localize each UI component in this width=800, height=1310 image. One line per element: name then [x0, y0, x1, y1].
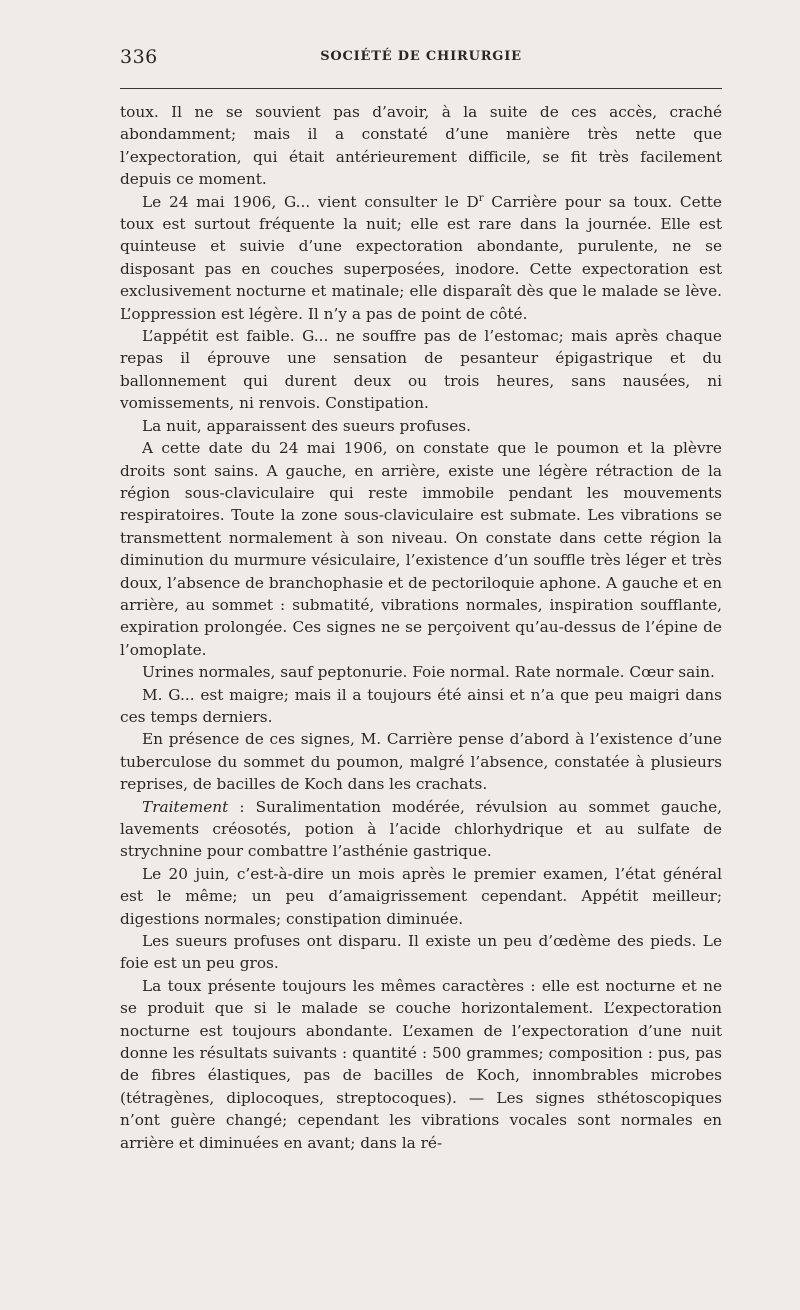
- superscript: r: [478, 192, 484, 204]
- paragraph: L’appétit est faible. G... ne souffre pas de l’estomac; mais après chaque repas il éprouve une sensation de pesanteur épigastrique et du ballonnement qui durent deux ou trois heures, sans nausées, ni vomissements, ni renvois. Constipation.: [120, 327, 722, 413]
- paragraph: Traitement : Suralimentation modérée, révulsion au sommet gauche, lavements créosotés, potion à l’acide chlorhydrique et au sulfate de strychnine pour combattre l’asthénie gastrique.: [120, 797, 722, 861]
- page-body: [120, 101, 722, 1154]
- paragraph: Urines normales, sauf peptonurie. Foie normal. Rate normale. Cœur sain.: [142, 663, 715, 682]
- running-title: SOCIÉTÉ DE CHIRURGIE: [320, 49, 522, 64]
- paragraph: La toux présente toujours les mêmes caractères : elle est nocturne et ne se produit que si le malade se couche horizontalement. L’expectoration nocturne est toujours abondante. L’examen de l’expectoration d’une nuit donne les résultats suivants : quantité : 500 grammes; composition : pus, pas de fibres élastiques, pas de bacilles de Koch, innombrables microbes (tétragènes, diplocoques, streptocoques). — Les signes sthétoscopiques n’ont guère changé; cependant les vibrations vocales sont normales en arrière et diminuées en avant; dans la ré-: [120, 976, 722, 1152]
- paragraph: En présence de ces signes, M. Carrière pense d’abord à l’existence d’une tuberculose du sommet du poumon, malgré l’absence, constatée à plusieurs reprises, de bacilles de Koch dans les crachats.: [120, 730, 722, 794]
- paragraph: M. G... est maigre; mais il a toujours été ainsi et n’a que peu maigri dans ces temps derniers.: [120, 685, 722, 726]
- paragraph: toux. Il ne se souvient pas d’avoir, à la suite de ces accès, craché abondamment; mais il a constaté d’une manière très nette que l’expectoration, qui était antérieurement difficile, se fit très facilement depuis ce moment.: [120, 103, 722, 189]
- page-header: [120, 46, 722, 78]
- treatment-label: Traitement: [142, 797, 229, 816]
- paragraph: Le 24 mai 1906, G... vient consulter le $D^r$ Carrière pour sa toux. Cette toux est surtout fréquente la nuit; elle est rare dans la journée. Elle est quinteuse et suivie d’une expectoration abondante, purulente, ne se disposant pas en couches superposées, inodore. Cette expectoration est exclusivement nocturne et matinale; elle disparaît dès que le malade se lève. L’oppression est légère. Il n’y a pas de point de côté.: [120, 192, 722, 323]
- paragraph: Le 20 juin, c’est-à-dire un mois après le premier examen, l’état général est le même; un peu d’amaigrissement cependant. Appétit meilleur; digestions normales; constipation diminuée.: [120, 864, 722, 928]
- header-rule: [120, 88, 722, 89]
- page-number: 336: [120, 46, 158, 68]
- paragraph: A cette date du 24 mai 1906, on constate que le poumon et la plèvre droits sont sains. A gauche, en arrière, existe une légère rétraction de la région sous-claviculaire qui reste immobile pendant les mouvements respiratoires. Toute la zone sous-claviculaire est submate. Les vibrations se transmettent normalement à son niveau. On constate dans cette région la diminution du murmure vésiculaire, l’existence d’un souffle très léger et très doux, l’absence de branchophasie et de pectoriloquie aphone. A gauche et en arrière, au sommet : submatité, vibrations normales, inspiration soufflante, expiration prolongée. Ces signes ne se perçoivent qu’au-dessus de l’épine de l’omoplate.: [120, 439, 722, 659]
- paragraph: Les sueurs profuses ont disparu. Il existe un peu d’œdème des pieds. Le foie est un peu gros.: [120, 932, 722, 973]
- paragraph: La nuit, apparaissent des sueurs profuses.: [142, 416, 472, 435]
